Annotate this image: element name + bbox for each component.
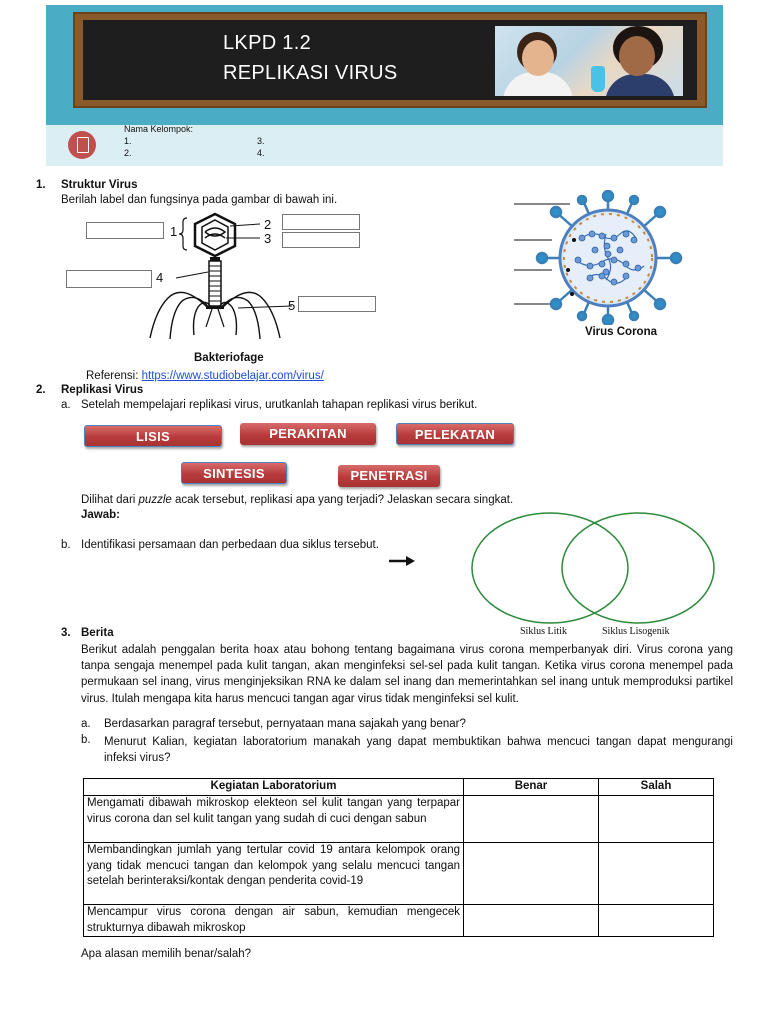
member-2: 2. (124, 148, 132, 158)
q3b-text: Menurut Kalian, kegiatan laboratorium manakah yang dapat membuktikan bahwa mencuci tangan dapat mengurangi infeksi virus? (104, 736, 733, 764)
label-box-1[interactable] (86, 222, 164, 239)
venn-left-label: Siklus Litik (520, 626, 567, 637)
chalkboard (83, 20, 697, 100)
document-icon (68, 131, 96, 159)
false-cell[interactable] (599, 905, 714, 937)
q3a-text: Berdasarkan paragraf tersebut, pernyataan mana sajakah yang benar? (104, 718, 466, 730)
phage-label-5: 5 (288, 298, 296, 313)
arrow-right-icon (388, 555, 416, 567)
corona-caption: Virus Corona (585, 326, 657, 338)
q2-pre: Dilihat dari (81, 494, 139, 506)
true-cell[interactable] (464, 843, 599, 905)
false-cell[interactable] (599, 843, 714, 905)
closing-question: Apa alasan memilih benar/salah? (81, 948, 252, 960)
tile-pelekatan[interactable]: PELEKATAN (396, 423, 514, 445)
activity-cell: Membandingkan jumlah yang tertular covid 19 antara kelompok orang yang tidak mencuci tangan dan kelompok yang selalu mencuci tangan setelah berinteraksi/kontak dengan penderita covid-19 (84, 843, 464, 905)
chalkboard-frame (73, 12, 707, 108)
true-cell[interactable] (464, 796, 599, 843)
lab-activity-table (83, 778, 714, 937)
table-row (84, 843, 714, 905)
table-row (84, 905, 714, 937)
tile-perakitan[interactable]: PERAKITAN (240, 423, 376, 445)
section-2-number: 2. (36, 384, 46, 396)
reference-line (86, 370, 324, 382)
false-cell[interactable] (599, 796, 714, 843)
q2-puzzle-question (81, 494, 513, 506)
section-1-title: Struktur Virus (61, 179, 138, 191)
member-4: 4. (257, 148, 265, 158)
col-header-activity: Kegiatan Laboratorium (84, 779, 464, 796)
q2-post: acak tersebut, replikasi apa yang terjadi? Jelaskan secara singkat. (171, 494, 514, 506)
member-1: 1. (124, 136, 132, 146)
activity-cell: Mencampur virus corona dengan air sabun, kemudian mengecek strukturnya dibawah mikroskop (84, 905, 464, 937)
phage-label-1: 1 (170, 224, 178, 239)
section-3-number: 3. (61, 627, 71, 639)
label-box-5[interactable] (298, 296, 376, 312)
q2b-marker: b. (61, 539, 71, 551)
q3a-marker: a. (81, 718, 91, 730)
section-1-number: 1. (36, 179, 46, 191)
label-box-3[interactable] (282, 232, 360, 248)
activity-cell: Mengamati dibawah mikroskop elekteon sel kulit tangan yang terpapar virus corona dan sel kulit tangan yang sudah di cuci dengan sabun (84, 796, 464, 843)
q2b-text: Identifikasi persamaan dan perbedaan dua siklus tersebut. (81, 539, 379, 551)
label-box-2[interactable] (282, 214, 360, 230)
group-label: Nama Kelompok: (124, 124, 194, 134)
q3b-marker: b. (81, 734, 91, 746)
tile-penetrasi[interactable]: PENETRASI (338, 465, 440, 487)
phage-label-2: 2 (264, 217, 272, 232)
tile-lisis[interactable]: LISIS (84, 425, 222, 447)
true-cell[interactable] (464, 905, 599, 937)
col-header-true: Benar (464, 779, 599, 796)
q2a-marker: a. (61, 399, 71, 411)
venn-diagram (468, 510, 718, 626)
member-3: 3. (257, 136, 265, 146)
label-box-4[interactable] (66, 270, 152, 288)
venn-right-label: Siklus Lisogenik (602, 626, 670, 637)
answer-label: Jawab: (81, 509, 120, 521)
reference-link[interactable]: https://www.studiobelajar.com/virus/ (141, 370, 324, 382)
q2a-text: Setelah mempelajari replikasi virus, urutkanlah tahapan replikasi virus berikut. (81, 399, 478, 411)
table-header-row (84, 779, 714, 796)
group-box (46, 125, 723, 166)
table-row (84, 796, 714, 843)
worksheet-title: REPLIKASI VIRUS (223, 62, 398, 84)
phage-label-3: 3 (264, 231, 272, 246)
coronavirus-diagram (510, 190, 690, 325)
col-header-false: Salah (599, 779, 714, 796)
q2-em: puzzle (138, 494, 172, 506)
section-3-title: Berita (81, 627, 114, 639)
worksheet-code: LKPD 1.2 (223, 32, 312, 54)
news-paragraph: Berikut adalah penggalan berita hoax atau bohong tentang bagaimana virus corona memperbanyak diri. Virus corona yang tanpa sengaja menempel pada kulit tangan, akan menginfeksi sel-sel pada kulit tangan. Ketika virus corona menempel pada permukaan sel inang, virus menginjeksikan RNA ke dalam sel inang dan memerintahkan sel inang untuk memproduksi partikel virus. Itulah mengapa kita harus mencuci tangan agar virus tidak menginfeksi sel kulit. (81, 644, 733, 705)
phage-caption: Bakteriofage (194, 352, 264, 364)
tile-sintesis[interactable]: SINTESIS (181, 462, 287, 484)
students-photo (495, 26, 683, 96)
reference-label: Referensi: (86, 370, 142, 382)
section-1-instruction: Berilah label dan fungsinya pada gambar di bawah ini. (61, 194, 338, 206)
section-2-title: Replikasi Virus (61, 384, 144, 396)
phage-label-4: 4 (156, 270, 164, 285)
